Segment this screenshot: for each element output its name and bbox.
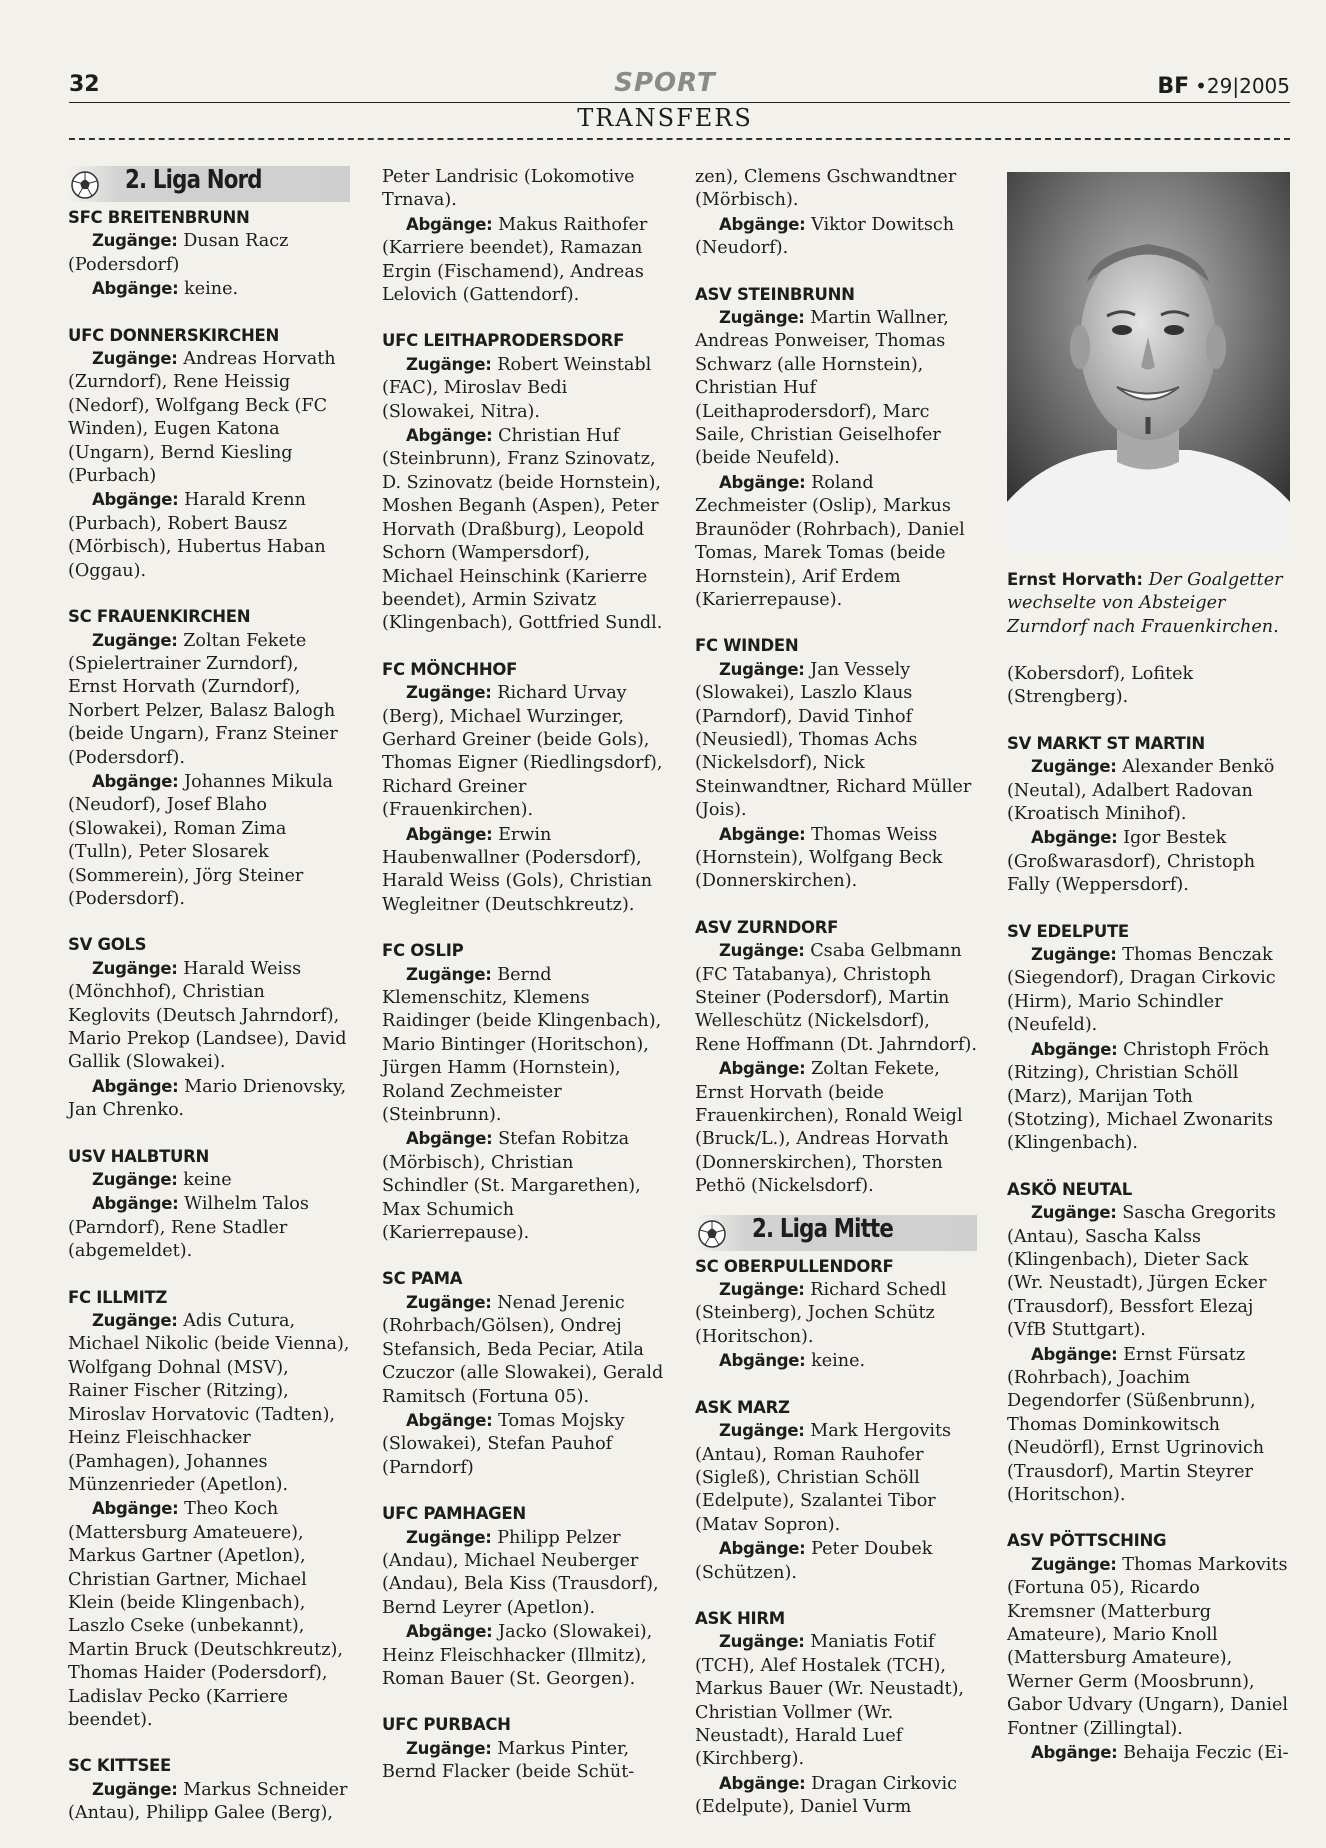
club-name: ASV STEINBRUNN [695,284,855,304]
zugaenge-text: Andreas Horvath (Zurndorf), Rene Heissig (Nedorf), Wolfgang Beck (FC Winden), Eugen Katona (Ungarn), Bernd Kiesling (Purbach) [68,349,336,487]
zugaenge-text: Nenad Jerenic (Rohrbach/Gölsen), Ondrej Stefansich, Beda Peciar, Atila Czuczor (alle Slowakei), Gerald Ramitsch (Fortuna 05). [382,1292,664,1407]
zugaenge-text: Richard Urvay (Berg), Michael Wurzinger, Gerhard Greiner (beide Gols), Thomas Eigner (Riedlingsdorf), Richard Greiner (Frauenkirchen). [382,683,663,821]
column-3 [695,166,977,1842]
abgaenge-line [68,770,350,911]
abgaenge-text: Igor Bestek (Großwarasdorf), Christoph Fally (Weppersdorf). [1007,828,1256,896]
club-name: SFC BREITENBRUNN [68,208,250,227]
liga-title: 2. Liga Nord [125,165,262,195]
club-list [68,206,350,1826]
issue-info [1157,74,1290,99]
club-name: UFC PAMHAGEN [382,1504,526,1524]
club-entry [1007,920,1289,1156]
zugaenge-line [68,1778,350,1826]
club-entry-continued [695,166,977,261]
abgaenge-line [1007,1038,1289,1156]
zugaenge-line [68,347,350,488]
zugaenge-label: Zugänge: [92,231,178,251]
abgaenge-label: Abgänge: [719,1773,806,1793]
abgaenge-label: Abgänge: [92,1499,179,1519]
abgaenge-text: Zoltan Fekete, Ernst Horvath (beide Frauenkirchen), Ronald Weigl (Bruck/L.), Andreas Horvath (Donnerskirchen), Thorsten Pethö (Nickelsdorf). [695,1059,963,1197]
zugaenge-line [68,1168,350,1192]
liga-heading [68,166,350,202]
zugaenge-label: Zugänge: [1031,1203,1117,1223]
abgaenge-line [695,1057,977,1198]
zugaenge-line [695,939,977,1057]
abgaenge-line [382,1127,664,1245]
abgaenge-label: Abgänge: [406,1622,493,1642]
abgaenge-text: Christian Huf (Steinbrunn), Franz Szinovatz, D. Szinovatz (beide Hornstein), Moshen Beganh (Aspen), Peter Horvath (Draßburg), Leopold Schorn (Wampersdorf), Michael Heinschink (Karierre beendet), Armin Szivatz (Klingenbach), Gottfried Sundl. [382,426,663,634]
club-name: FC OSLIP [382,941,464,961]
club-entry-continued [1007,663,1289,710]
club-name: UFC LEITHAPRODERSDORF [382,331,625,351]
abgaenge-line [695,471,977,612]
club-entry [68,324,350,583]
zugaenge-text: Sascha Gregorits (Antau), Sascha Kalss (Klingenbach), Dieter Sack (Wr. Neustadt), Jürgen Ecker (Trausdorf), Bessfort Elezaj (VfB Stuttgart). [1007,1203,1276,1341]
column-1 [68,166,350,1848]
issue-number: •29|2005 [1195,74,1290,98]
club-entry [1007,1178,1289,1508]
zugaenge-line [695,1419,977,1537]
zugaenge-label: Zugänge: [1031,757,1117,777]
club-name: ASKÖ NEUTAL [1007,1179,1132,1199]
zugaenge-line [68,957,350,1075]
abgaenge-label: Abgänge: [406,824,493,844]
zugaenge-text: Markus Schneider (Antau), Philipp Galee (Berg), [68,1779,348,1824]
zugaenge-text: Csaba Gelbmann (FC Tatabanya), Christoph Steiner (Podersdorf), Martin Welleschütz (Nickelsdorf), Rene Hoffmann (Dt. Jahrndorf). [695,941,977,1055]
zugaenge-line [382,681,664,822]
club-name: SC OBERPULLENDORF [695,1256,894,1276]
abgaenge-line [68,488,350,583]
zugaenge-text: Martin Wallner, Andreas Ponweiser, Thomas Schwarz (alle Hornstein), Christian Huf (Leithaprodersdorf), Marc Saile, Christian Geiselhofer (beide Neufeld). [695,308,949,469]
abgaenge-line [695,1537,977,1585]
zugaenge-text: Dusan Racz (Podersdorf) [68,231,289,275]
page-topic: TRANSFERS [577,104,753,132]
club-entry [68,605,350,911]
column-4 [1007,663,1289,1787]
club-name: SC FRAUENKIRCHEN [68,607,251,627]
continued-text: Peter Landrisic (Lokomotive Trnava). [382,167,635,211]
abgaenge-label: Abgänge: [719,1059,806,1079]
zugaenge-line [382,963,664,1128]
club-entry [382,658,664,917]
photo-caption [1007,568,1290,639]
zugaenge-label: Zugänge: [719,1421,805,1441]
abgaenge-text: Viktor Dowitsch (Neudorf). [695,214,955,259]
zugaenge-text: Jan Vessely (Slowakei), Laszlo Klaus (Parndorf), David Tinhof (Neusiedl), Thomas Achs (Nickelsdorf), Nick Steinwandtner, Richard Müller (Jois). [695,659,972,821]
zugaenge-line [382,1737,664,1785]
club-name: ASK MARZ [695,1397,790,1417]
dashed-divider [69,138,1290,140]
abgaenge-line [382,1620,664,1691]
club-name: ASV ZURNDORF [695,917,839,937]
abgaenge-label: Abgänge: [92,1194,179,1214]
club-entry [68,1145,350,1264]
abgaenge-line [68,1075,350,1123]
abgaenge-label: Abgänge: [406,1129,493,1149]
zugaenge-line [695,1630,977,1771]
portrait-image [1007,172,1290,554]
club-name: ASV PÖTTSCHING [1007,1531,1167,1551]
abgaenge-label: Abgänge: [1031,1039,1118,1059]
zugaenge-label: Zugänge: [92,630,178,650]
abgaenge-label: Abgänge: [1031,1344,1118,1364]
club-entry [68,1754,350,1825]
abgaenge-text: Makus Raithofer (Karriere beendet), Ramazan Ergin (Fischamend), Andreas Lelovich (Gattendorf). [382,214,648,306]
header-rule [69,102,1290,103]
zugaenge-line [382,353,664,424]
zugaenge-line [695,1278,977,1349]
abgaenge-line [695,1349,977,1373]
zugaenge-label: Zugänge: [719,659,805,679]
club-entry [382,1267,664,1480]
abgaenge-label: Abgänge: [719,824,806,844]
abgaenge-text: Theo Koch (Mattersburg Amateuere), Markus Gartner (Apetlon), Christian Gartner, Michael Klein (beide Klingenbach), Laszlo Cseke (unbekannt), Martin Bruck (Deutschkreutz), Thomas Haider (Podersdorf), Ladislav Pecko (Karriere beendet). [68,1499,343,1730]
zugaenge-line [382,1291,664,1409]
zugaenge-line [1007,943,1289,1038]
abgaenge-text: keine. [811,1351,866,1372]
zugaenge-text: Zoltan Fekete (Spielertrainer Zurndorf), Ernst Horvath (Zurndorf), Norbert Pelzer, Balasz Balogh (beide Ungarn), Franz Steiner (Podersdorf). [68,630,338,768]
section-label: SPORT [614,68,716,98]
club-entry [695,634,977,893]
abgaenge-label: Abgänge: [92,279,179,299]
zugaenge-label: Zugänge: [92,958,178,978]
page-number: 32 [69,72,100,97]
zugaenge-line [1007,1201,1289,1342]
zugaenge-text: keine [183,1170,232,1191]
club-entry [695,1396,977,1585]
zugaenge-label: Zugänge: [406,683,492,703]
abgaenge-label: Abgänge: [406,214,493,234]
abgaenge-text: Erwin Haubenwallner (Podersdorf), Harald Weiss (Gols), Christian Wegleitner (Deutschkreutz). [382,824,653,915]
abgaenge-line [1007,826,1289,897]
abgaenge-text: Mario Drienovsky, Jan Chrenko. [68,1076,347,1121]
club-entry [695,1255,977,1374]
abgaenge-label: Abgänge: [1031,828,1118,848]
club-name: ASK HIRM [695,1608,785,1628]
abgaenge-line [382,823,664,918]
zugaenge-label: Zugänge: [719,308,805,328]
club-list [695,1255,977,1820]
player-photo [1007,172,1290,554]
abgaenge-label: Abgänge: [719,1351,806,1371]
zugaenge-text: Harald Weiss (Mönchhof), Christian Keglovits (Deutsch Jahrndorf), Mario Prekop (Landsee), David Gallik (Slowakei). [68,958,347,1073]
zugaenge-label: Zugänge: [719,941,805,961]
zugaenge-label: Zugänge: [92,1311,178,1331]
club-name: SC PAMA [382,1269,463,1289]
club-list [1007,732,1289,1766]
abgaenge-line [68,1192,350,1263]
zugaenge-label: Zugänge: [406,964,492,984]
club-entry-continued [382,166,664,307]
zugaenge-line [695,658,977,823]
abgaenge-text: Johannes Mikula (Neudorf), Josef Blaho (Slowakei), Roman Zima (Tulln), Peter Slosarek (Sommerein), Jörg Steiner (Podersdorf). [68,771,333,909]
abgaenge-line [382,1409,664,1480]
zugaenge-text: Thomas Markovits (Fortuna 05), Ricardo Kremsner (Matterburg Amateure), Mario Knoll (Mattersburg Amateure), Werner Germ (Moosbrunn), Gabor Udvary (Ungarn), Daniel Fontner (Zillingtal). [1007,1554,1289,1739]
zugaenge-text: Markus Pinter, Bernd Flacker (beide Schüt- [382,1738,635,1783]
zugaenge-label: Zugänge: [1031,1554,1117,1574]
zugaenge-line [1007,755,1289,826]
club-entry [382,1713,664,1784]
soccer-ball-icon [70,170,100,200]
zugaenge-text: Bernd Klemenschitz, Klemens Raidinger (beide Klingenbach), Mario Bintinger (Horitschon), Jürgen Hamm (Hornstein), Roland Zechmeister (Steinbrunn). [382,964,662,1126]
abgaenge-text: Christoph Fröch (Ritzing), Christian Schöll (Marz), Marijan Toth (Stotzing), Michael Zwonarits (Klingenbach). [1007,1039,1273,1154]
club-entry [695,283,977,613]
abgaenge-label: Abgänge: [719,472,806,492]
abgaenge-line [1007,1741,1289,1765]
abgaenge-line [68,1497,350,1732]
continued-text: zen), Clemens Gschwandtner (Mörbisch). [695,167,957,211]
club-name: SV MARKT ST MARTIN [1007,733,1205,753]
abgaenge-label: Abgänge: [406,1410,493,1430]
abgaenge-text: Wilhelm Talos (Parndorf), Rene Stadler (abgemeldet). [68,1194,309,1262]
club-name: UFC DONNERSKIRCHEN [68,325,279,345]
abgaenge-label: Abgänge: [719,1539,806,1559]
zugaenge-text: Robert Weinstabl (FAC), Miroslav Bedi (Slowakei, Nitra). [382,354,652,422]
zugaenge-label: Zugänge: [406,1527,492,1547]
zugaenge-text: Adis Cutura, Michael Nikolic (beide Vienna), Wolfgang Dohnal (MSV), Rainer Fischer (Ritzing), Miroslav Horvatovic (Tadten), Heinz Fleischhacker (Pamhagen), Johannes Münzenrieder (Apetlon). [68,1311,350,1495]
club-name: SV EDELPUTE [1007,921,1129,941]
club-name: FC WINDEN [695,636,799,656]
column-2 [382,166,664,1807]
zugaenge-label: Zugänge: [406,354,492,374]
abgaenge-line [695,1772,977,1820]
abgaenge-line [1007,1343,1289,1508]
caption-name: Ernst Horvath: [1007,570,1144,589]
club-entry [1007,1529,1289,1765]
club-entry [382,329,664,635]
liga-title: 2. Liga Mitte [752,1213,894,1244]
club-entry [695,916,977,1199]
zugaenge-label: Zugänge: [92,1779,178,1799]
club-name: FC ILLMITZ [68,1287,168,1307]
zugaenge-label: Zugänge: [719,1632,805,1652]
zugaenge-line [1007,1553,1289,1741]
abgaenge-text: Jacko (Slowakei), Heinz Fleischhacker (Illmitz), Roman Bauer (St. Georgen). [382,1622,653,1689]
caption-text: Der Goalgetter wechselte von Absteiger Zurndorf nach Frauenkirchen. [1007,570,1283,637]
abgaenge-line [695,823,977,894]
zugaenge-line [68,1309,350,1497]
abgaenge-line [695,213,977,261]
zugaenge-label: Zugänge: [406,1738,492,1758]
club-name: UFC PURBACH [382,1715,511,1735]
abgaenge-text: Ernst Fürsatz (Rohrbach), Joachim Degendorfer (Süßenbrunn), Thomas Dominkowitsch (Neudörfl), Ernst Ugrinovich (Trausdorf), Martin Steyrer (Horitschon). [1007,1344,1265,1505]
abgaenge-text: keine. [184,279,239,300]
zugaenge-text: Mark Hergovits (Antau), Roman Rauhofer (Sigleß), Christian Schöll (Edelpute), Szalantei Tibor (Matav Sopron). [695,1421,952,1535]
zugaenge-label: Zugänge: [92,349,178,369]
zugaenge-line [695,306,977,471]
liga-heading [695,1215,977,1251]
abgaenge-text: Harald Krenn (Purbach), Robert Bausz (Mörbisch), Hubertus Haban (Oggau). [68,490,326,581]
club-entry [695,1607,977,1820]
abgaenge-line [68,277,350,301]
zugaenge-text: Philipp Pelzer (Andau), Michael Neuberger (Andau), Bela Kiss (Trausdorf), Bernd Leyrer (Apetlon). [382,1527,659,1618]
zugaenge-text: Thomas Benczak (Siegendorf), Dragan Cirkovic (Hirm), Mario Schindler (Neufeld). [1007,945,1276,1036]
club-entry [382,1502,664,1691]
abgaenge-line [382,213,664,308]
club-name: SV GOLS [68,935,147,955]
club-name: SC KITTSEE [68,1756,171,1776]
zugaenge-label: Zugänge: [406,1292,492,1312]
abgaenge-text: Stefan Robitza (Mörbisch), Christian Schindler (St. Margarethen), Max Schumich (Karierrepause). [382,1129,641,1244]
abgaenge-label: Abgänge: [92,1076,179,1096]
abgaenge-text: Peter Doubek (Schützen). [695,1539,933,1583]
zugaenge-text: Alexander Benkö (Neutal), Adalbert Radovan (Kroatisch Minihof). [1007,757,1275,825]
zugaenge-text: Richard Schedl (Steinberg), Jochen Schütz (Horitschon). [695,1280,947,1347]
abgaenge-label: Abgänge: [719,214,806,234]
abgaenge-label: Abgänge: [92,771,179,791]
abgaenge-text: Roland Zechmeister (Oslip), Markus Braunöder (Rohrbach), Daniel Tomas, Marek Tomas (beide Hornstein), Arif Erdem (Karierrepause). [695,472,965,610]
club-entry [382,939,664,1245]
club-list [695,283,977,1199]
club-entry [68,206,350,302]
abgaenge-label: Abgänge: [1031,1743,1118,1763]
zugaenge-line [68,629,350,770]
zugaenge-label: Zugänge: [719,1280,805,1300]
continued-text: (Kobersdorf), Lofitek (Strengberg). [1007,664,1194,708]
club-name: FC MÖNCHHOF [382,659,518,679]
zugaenge-label: Zugänge: [92,1170,178,1190]
zugaenge-line [68,229,350,277]
zugaenge-label: Zugänge: [1031,945,1117,965]
abgaenge-label: Abgänge: [406,426,493,446]
club-entry [68,1286,350,1733]
abgaenge-text: Dragan Cirkovic (Edelpute), Daniel Vurm [695,1773,957,1818]
zugaenge-line [382,1526,664,1621]
abgaenge-text: Behaija Feczic (Ei- [1123,1743,1289,1764]
club-entry [1007,732,1289,898]
soccer-ball-icon [697,1219,727,1249]
abgaenge-text: Thomas Weiss (Hornstein), Wolfgang Beck (Donnerskirchen). [695,824,943,892]
abgaenge-line [382,424,664,636]
abgaenge-label: Abgänge: [92,490,179,510]
magazine-name: BF [1157,74,1190,99]
zugaenge-text: Maniatis Fotif (TCH), Alef Hostalek (TCH), Markus Bauer (Wr. Neustadt), Christian Vollmer (Wr. Neustadt), Harald Luef (Kirchberg). [695,1632,965,1770]
club-name: USV HALBTURN [68,1146,210,1166]
club-list [382,329,664,1784]
club-entry [68,933,350,1122]
abgaenge-text: Tomas Mojsky (Slowakei), Stefan Pauhof (Parndorf) [382,1410,625,1478]
